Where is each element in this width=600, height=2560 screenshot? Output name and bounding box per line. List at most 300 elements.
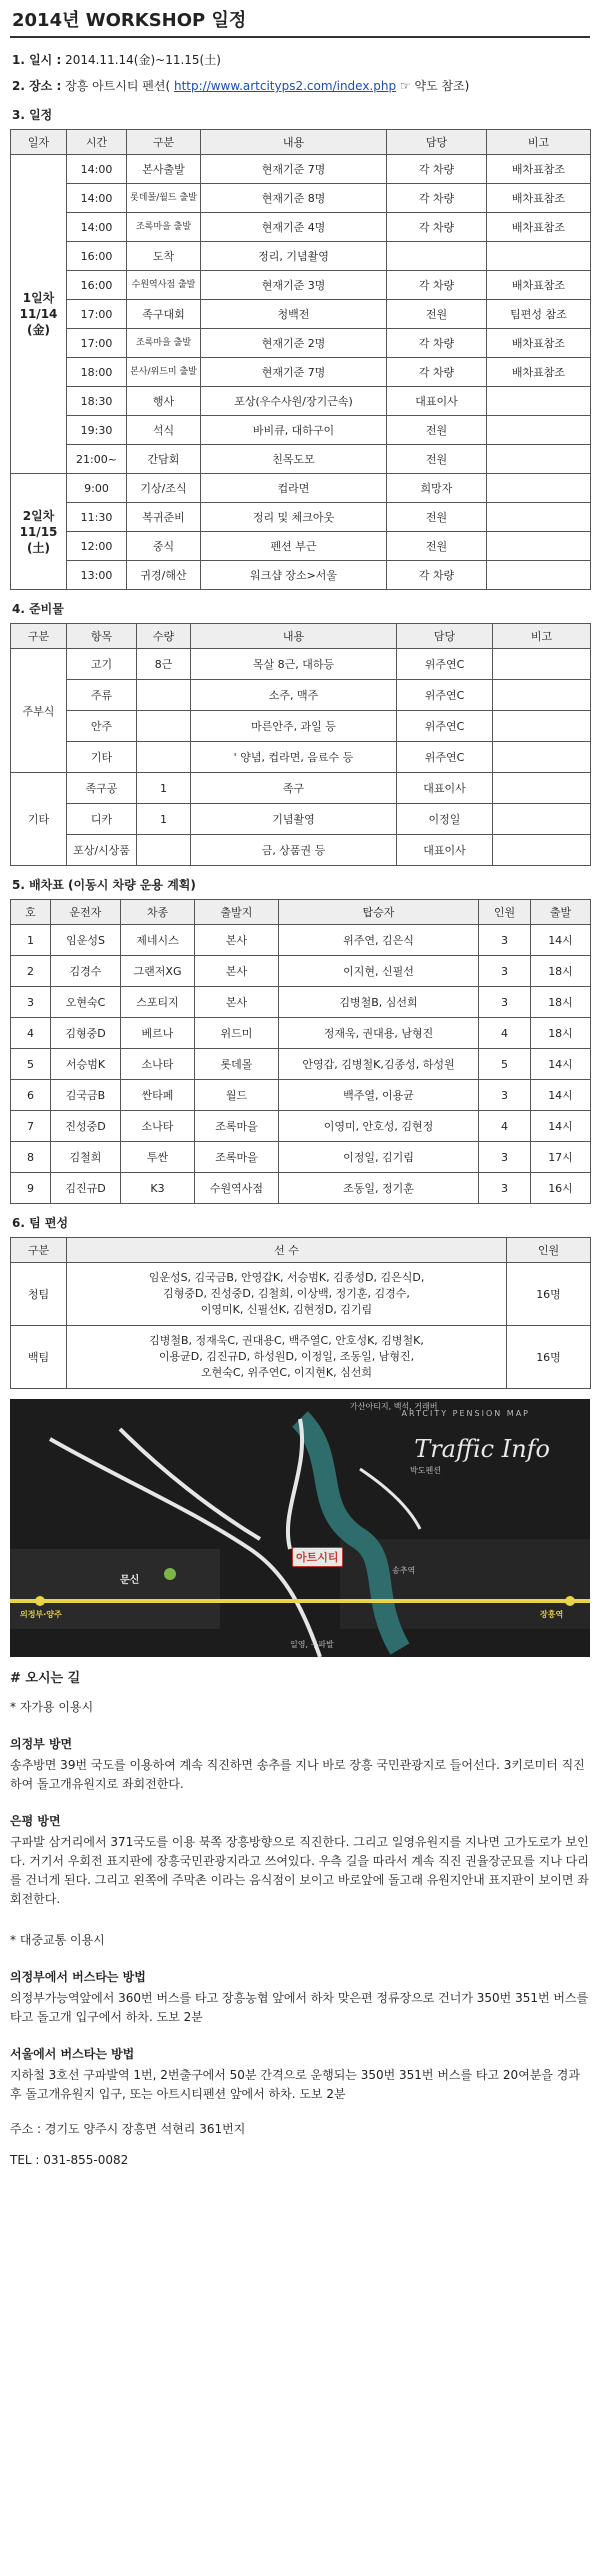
teams-header-row	[11, 1238, 591, 1263]
dispatch-heading: 5. 배차표 (이동시 차량 운용 계획)	[12, 878, 196, 892]
dispatch-time: 14시	[531, 1049, 591, 1080]
col-header: 호	[11, 900, 51, 925]
schedule-row	[11, 300, 591, 329]
dispatch-count: 3	[479, 956, 531, 987]
prep-owner: 위주연C	[397, 649, 493, 680]
dispatch-car: 스포티지	[121, 987, 195, 1018]
prep-group: 주부식	[11, 649, 67, 773]
col-header: 수량	[137, 624, 191, 649]
schedule-time: 21:00~	[67, 445, 127, 474]
schedule-owner: 각 차량	[387, 155, 487, 184]
team-members	[67, 1263, 507, 1326]
schedule-content: 현재기준 3명	[201, 271, 387, 300]
dispatch-count: 3	[479, 987, 531, 1018]
prep-row	[11, 804, 591, 835]
dispatch-row	[11, 1111, 591, 1142]
dispatch-time: 18시	[531, 987, 591, 1018]
prep-content: ' 양념, 컵라면, 음료수 등	[191, 742, 397, 773]
ujb-text: 송추방면 39번 국도를 이용하여 계속 직진하면 송추를 지나 바로 장흥 국민관광지로 들어선다. 3키로미터 직진하여 돌고개유원지로 좌회전한다.	[10, 1758, 585, 1791]
schedule-type: 석식	[127, 416, 201, 445]
schedule-time: 9:00	[67, 474, 127, 503]
dispatch-from: 본사	[195, 987, 279, 1018]
dispatch-row	[11, 956, 591, 987]
prep-heading: 4. 준비물	[12, 602, 64, 616]
prep-owner: 위주연C	[397, 680, 493, 711]
workshop-page	[10, 0, 590, 2170]
dispatch-car: 싼타페	[121, 1080, 195, 1111]
dispatch-car: K3	[121, 1173, 195, 1204]
schedule-row	[11, 213, 591, 242]
schedule-type: 본사출발	[127, 155, 201, 184]
dispatch-row	[11, 1080, 591, 1111]
team-members-line: 오현숙C, 위주연C, 이지현K, 심선희	[200, 1366, 373, 1379]
dispatch-count: 3	[479, 1080, 531, 1111]
dispatch-count: 3	[479, 925, 531, 956]
dispatch-riders: 이정일, 김기림	[279, 1142, 479, 1173]
schedule-type: 귀경/해산	[127, 561, 201, 590]
col-header: 인원	[507, 1238, 591, 1263]
col-header: 구분	[127, 130, 201, 155]
dispatch-row	[11, 987, 591, 1018]
schedule-type: 복귀준비	[127, 503, 201, 532]
dispatch-riders: 김병철B, 심선희	[279, 987, 479, 1018]
schedule-row	[11, 358, 591, 387]
col-header: 출발	[531, 900, 591, 925]
schedule-owner: 각 차량	[387, 213, 487, 242]
day-cell	[11, 474, 67, 590]
prep-item: 고기	[67, 649, 137, 680]
prep-body	[11, 649, 591, 866]
prep-row	[11, 773, 591, 804]
map-title: Traffic Info	[414, 1435, 550, 1463]
dispatch-driver: 진성중D	[51, 1111, 121, 1142]
schedule-owner: 각 차량	[387, 561, 487, 590]
place-value-post: ☞ 약도 참조)	[399, 79, 470, 93]
schedule-type: 간담회	[127, 445, 201, 474]
dispatch-time: 14시	[531, 925, 591, 956]
prep-note	[493, 649, 591, 680]
dispatch-from: 수원역사점	[195, 1173, 279, 1204]
schedule-row	[11, 474, 591, 503]
schedule-note	[487, 503, 591, 532]
dispatch-count: 3	[479, 1142, 531, 1173]
prep-owner: 이정일	[397, 804, 493, 835]
prep-row	[11, 835, 591, 866]
prep-content: 족구	[191, 773, 397, 804]
col-header: 비고	[487, 130, 591, 155]
page-title: 2014년 WORKSHOP 일정	[12, 10, 247, 31]
schedule-content: 현재기준 8명	[201, 184, 387, 213]
prep-item: 디카	[67, 804, 137, 835]
dispatch-header-row	[11, 900, 591, 925]
day-weekday: (金)	[27, 323, 50, 337]
schedule-note	[487, 474, 591, 503]
schedule-type: 조록마을 출발	[127, 329, 201, 358]
schedule-time: 16:00	[67, 242, 127, 271]
prep-row	[11, 680, 591, 711]
schedule-note: 배차표참조	[487, 271, 591, 300]
schedule-note: 팀편성 참조	[487, 300, 591, 329]
dispatch-table	[10, 899, 591, 1204]
dispatch-no: 2	[11, 956, 51, 987]
dispatch-driver: 김철희	[51, 1142, 121, 1173]
dispatch-from: 본사	[195, 925, 279, 956]
map-munsin-label: 문신	[120, 1575, 140, 1586]
schedule-type: 롯데몰/월드 출발	[127, 184, 201, 213]
dispatch-from: 롯데몰	[195, 1049, 279, 1080]
team-row	[11, 1263, 591, 1326]
tel: TEL : 031-855-0082	[10, 2153, 129, 2167]
dispatch-no: 6	[11, 1080, 51, 1111]
prep-group: 기타	[11, 773, 67, 866]
dispatch-no: 4	[11, 1018, 51, 1049]
schedule-type: 기상/조식	[127, 474, 201, 503]
col-header: 탑승자	[279, 900, 479, 925]
schedule-row	[11, 271, 591, 300]
col-header: 일자	[11, 130, 67, 155]
team-members-line: 임운성S, 김국금B, 안영갑K, 서승범K, 김종성D, 김은식D,	[148, 1271, 425, 1284]
prep-note	[493, 742, 591, 773]
dispatch-time: 16시	[531, 1173, 591, 1204]
prep-content: 마른안주, 과일 등	[191, 711, 397, 742]
dispatch-row	[11, 1049, 591, 1080]
dispatch-car: 그랜저XG	[121, 956, 195, 987]
ujb-title: 의정부 방면	[10, 1737, 73, 1751]
schedule-note: 배차표참조	[487, 329, 591, 358]
team-count: 16명	[507, 1263, 591, 1326]
schedule-owner: 전원	[387, 416, 487, 445]
schedule-time: 18:00	[67, 358, 127, 387]
dispatch-row	[11, 1173, 591, 1204]
map-pension-label: 박도펜션	[410, 1466, 441, 1475]
pension-link[interactable]: http://www.artcityps2.com/index.php	[173, 79, 397, 93]
dispatch-no: 8	[11, 1142, 51, 1173]
col-header: 구분	[11, 624, 67, 649]
dispatch-from: 조록마을	[195, 1142, 279, 1173]
dispatch-row	[11, 1018, 591, 1049]
schedule-content: 정리, 기념촬영	[201, 242, 387, 271]
dispatch-driver: 서승범K	[51, 1049, 121, 1080]
prep-note	[493, 804, 591, 835]
schedule-type: 수원역사점 출발	[127, 271, 201, 300]
schedule-content: 정리 및 체크아웃	[201, 503, 387, 532]
dispatch-car: 투싼	[121, 1142, 195, 1173]
dispatch-from: 위드미	[195, 1018, 279, 1049]
schedule-day2-body	[11, 474, 591, 590]
prep-qty	[137, 742, 191, 773]
team-name: 백팀	[11, 1326, 67, 1389]
schedule-note: 배차표참조	[487, 358, 591, 387]
prep-table	[10, 623, 591, 866]
schedule-type: 도착	[127, 242, 201, 271]
dispatch-count: 4	[479, 1018, 531, 1049]
schedule-row	[11, 242, 591, 271]
team-members-line: 김병철B, 정재욱C, 권대용C, 백주열C, 안호성K, 김병철K,	[149, 1334, 424, 1347]
dispatch-riders: 위주연, 김은식	[279, 925, 479, 956]
dispatch-car: 소나타	[121, 1111, 195, 1142]
day-weekday: (土)	[27, 540, 50, 555]
schedule-row	[11, 184, 591, 213]
schedule-content: 워크샵 장소>서울	[201, 561, 387, 590]
teams-heading: 6. 팀 편성	[12, 1216, 69, 1230]
title-divider	[10, 36, 590, 38]
prep-owner: 위주연C	[397, 711, 493, 742]
bus-ujb-text: 의정부가능역앞에서 360번 버스를 타고 장흥농협 앞에서 하차 맞은편 정류장으로 건너가 350번 351번 버스를 타고 돌고개 입구에서 하차. 도보 2분	[10, 1991, 589, 2024]
schedule-time: 17:00	[67, 300, 127, 329]
dispatch-row	[11, 925, 591, 956]
dispatch-car: 소나타	[121, 1049, 195, 1080]
dispatch-no: 1	[11, 925, 51, 956]
team-row	[11, 1326, 591, 1389]
col-header: 출발지	[195, 900, 279, 925]
schedule-owner: 희망자	[387, 474, 487, 503]
schedule-content: 현재기준 7명	[201, 155, 387, 184]
date-line	[12, 50, 590, 70]
col-header: 운전자	[51, 900, 121, 925]
dispatch-riders: 이영미, 안호성, 김현정	[279, 1111, 479, 1142]
dispatch-driver: 김국금B	[51, 1080, 121, 1111]
schedule-note: 배차표참조	[487, 184, 591, 213]
day-date: 11/15	[19, 524, 58, 539]
car-title: * 자가용 이용시	[10, 1700, 94, 1714]
col-header: 담당	[387, 130, 487, 155]
team-members-line: 김형중D, 진성중D, 김철희, 이상백, 정기훈, 김경수,	[163, 1287, 410, 1300]
schedule-owner: 전원	[387, 445, 487, 474]
schedule-type: 조록마을 출발	[127, 213, 201, 242]
directions-heading: # 오시는 길	[10, 1671, 81, 1686]
col-header: 구분	[11, 1238, 67, 1263]
schedule-time: 14:00	[67, 155, 127, 184]
prep-item: 족구공	[67, 773, 137, 804]
map-songchu-label: 송추역	[392, 1566, 416, 1575]
schedule-heading: 3. 일정	[12, 108, 53, 122]
prep-qty	[137, 680, 191, 711]
dispatch-car: 제네시스	[121, 925, 195, 956]
schedule-time: 12:00	[67, 532, 127, 561]
traffic-map	[10, 1399, 590, 1657]
schedule-owner: 각 차량	[387, 358, 487, 387]
col-header: 내용	[201, 130, 387, 155]
team-name: 청팀	[11, 1263, 67, 1326]
dispatch-time: 14시	[531, 1080, 591, 1111]
col-header: 비고	[493, 624, 591, 649]
schedule-note	[487, 416, 591, 445]
schedule-row	[11, 329, 591, 358]
bus-seoul-title: 서울에서 버스타는 방법	[10, 2047, 135, 2061]
schedule-owner: 대표이사	[387, 387, 487, 416]
col-header: 담당	[397, 624, 493, 649]
schedule-owner: 전원	[387, 300, 487, 329]
schedule-row	[11, 387, 591, 416]
dispatch-count: 4	[479, 1111, 531, 1142]
schedule-note	[487, 387, 591, 416]
dispatch-count: 3	[479, 1173, 531, 1204]
bus-ujb-title: 의정부에서 버스타는 방법	[10, 1970, 146, 1984]
schedule-owner: 전원	[387, 503, 487, 532]
dispatch-riders: 조동일, 정기훈	[279, 1173, 479, 1204]
date-value: 2014.11.14(金)~11.15(土)	[65, 53, 221, 67]
schedule-time: 18:30	[67, 387, 127, 416]
prep-qty: 1	[137, 804, 191, 835]
bus-seoul-text: 지하철 3호선 구파발역 1번, 2번출구에서 50분 간격으로 운행되는 350번 351번 버스를 타고 20여분을 경과 후 돌고개유원지 입구, 또는 아트시티펜션 앞에서 하차. 도보 2분	[10, 2068, 580, 2101]
dispatch-riders: 백주열, 이용균	[279, 1080, 479, 1111]
dispatch-no: 9	[11, 1173, 51, 1204]
team-count: 16명	[507, 1326, 591, 1389]
schedule-note	[487, 242, 591, 271]
schedule-type: 행사	[127, 387, 201, 416]
prep-item: 안주	[67, 711, 137, 742]
prep-content: 소주, 맥주	[191, 680, 397, 711]
schedule-type: 본사/위드미 출발	[127, 358, 201, 387]
map-top-label: 가산아티지, 백석, 거래버	[350, 1402, 438, 1411]
schedule-time: 14:00	[67, 213, 127, 242]
place-label: 2. 장소 :	[12, 79, 62, 93]
schedule-content: 현재기준 7명	[201, 358, 387, 387]
prep-row	[11, 711, 591, 742]
prep-qty	[137, 835, 191, 866]
team-members-line: 이영미K, 신필선K, 김현정D, 김기림	[200, 1303, 373, 1316]
dispatch-row	[11, 1142, 591, 1173]
dispatch-riders: 안영갑, 김병철K,김종성, 하성원	[279, 1049, 479, 1080]
eunpyeong-text: 구파발 삼거리에서 371국도를 이용 북쪽 장흥방향으로 직진한다. 그리고 일영유원지를 지나면 고가도로가 보인다. 거기서 우회전 표지판에 장흥국민관광지라고 쓰여있다. 우측 길을 따라서 계속 직진 권율장군묘를 지나 다리를 건너게 된다. 그리고 왼쪽에 주막촌 이라는 음식점이 보이고 바로앞에 돌고래 유원지안내 표지판이 보이면 좌회전한다.	[10, 1835, 589, 1906]
art-city-pin: 아트시티	[292, 1547, 343, 1567]
schedule-content: 컵라면	[201, 474, 387, 503]
schedule-content: 현재기준 4명	[201, 213, 387, 242]
prep-item: 포상/시상품	[67, 835, 137, 866]
schedule-time: 13:00	[67, 561, 127, 590]
day-label: 1일차	[22, 291, 55, 305]
day-date: 11/14	[19, 307, 58, 321]
schedule-time: 16:00	[67, 271, 127, 300]
team-members	[67, 1326, 507, 1389]
schedule-content: 현재기준 2명	[201, 329, 387, 358]
col-header: 선 수	[67, 1238, 507, 1263]
schedule-time: 19:30	[67, 416, 127, 445]
schedule-row	[11, 445, 591, 474]
schedule-content: 바비큐, 대하구이	[201, 416, 387, 445]
schedule-row	[11, 155, 591, 184]
schedule-note	[487, 532, 591, 561]
col-header: 인원	[479, 900, 531, 925]
dispatch-count: 5	[479, 1049, 531, 1080]
schedule-content: 펜션 부근	[201, 532, 387, 561]
date-label: 1. 일시 :	[12, 53, 62, 67]
address: 주소 : 경기도 양주시 장흥면 석현리 361번지	[10, 2122, 246, 2136]
team-members-line: 이용균D, 김진규D, 하성원D, 이정일, 조동일, 남형진,	[158, 1350, 415, 1363]
place-line	[12, 76, 590, 96]
prep-qty	[137, 711, 191, 742]
dispatch-time: 14시	[531, 1111, 591, 1142]
dispatch-body	[11, 925, 591, 1204]
schedule-owner: 각 차량	[387, 184, 487, 213]
schedule-owner: 각 차량	[387, 271, 487, 300]
bus-title: * 대중교통 이용시	[10, 1933, 105, 1947]
prep-note	[493, 835, 591, 866]
directions	[10, 1669, 590, 2170]
schedule-row	[11, 561, 591, 590]
dispatch-driver: 임운성S	[51, 925, 121, 956]
schedule-type: 족구대회	[127, 300, 201, 329]
schedule-table	[10, 129, 591, 590]
col-header: 차종	[121, 900, 195, 925]
eunpyeong-title: 은평 방면	[10, 1814, 61, 1828]
prep-content: 목살 8근, 대하등	[191, 649, 397, 680]
map-bottom-label: 일영, 구파발	[290, 1640, 334, 1649]
schedule-time: 11:30	[67, 503, 127, 532]
prep-owner: 위주연C	[397, 742, 493, 773]
dispatch-time: 17시	[531, 1142, 591, 1173]
prep-item: 기타	[67, 742, 137, 773]
prep-header-row	[11, 624, 591, 649]
schedule-note	[487, 561, 591, 590]
schedule-row	[11, 503, 591, 532]
schedule-note	[487, 445, 591, 474]
col-header: 내용	[191, 624, 397, 649]
schedule-day1-body	[11, 155, 591, 474]
dispatch-time: 18시	[531, 956, 591, 987]
prep-item: 주류	[67, 680, 137, 711]
schedule-type: 중식	[127, 532, 201, 561]
dispatch-riders: 이지현, 신필선	[279, 956, 479, 987]
dispatch-driver: 김진규D	[51, 1173, 121, 1204]
teams-body	[11, 1263, 591, 1389]
prep-row	[11, 742, 591, 773]
dispatch-no: 3	[11, 987, 51, 1018]
schedule-owner	[387, 242, 487, 271]
schedule-time: 14:00	[67, 184, 127, 213]
dispatch-from: 본사	[195, 956, 279, 987]
prep-note	[493, 680, 591, 711]
map-line-left-label: 의정부·양주	[20, 1610, 62, 1619]
dispatch-no: 5	[11, 1049, 51, 1080]
schedule-time: 17:00	[67, 329, 127, 358]
prep-note	[493, 711, 591, 742]
schedule-content: 친목도모	[201, 445, 387, 474]
col-header: 시간	[67, 130, 127, 155]
schedule-header-row	[11, 130, 591, 155]
map-caption: ARTCITY PENSION MAP	[401, 1409, 530, 1418]
dispatch-car: 베르나	[121, 1018, 195, 1049]
schedule-owner: 각 차량	[387, 329, 487, 358]
prep-content: 기념촬영	[191, 804, 397, 835]
col-header: 항목	[67, 624, 137, 649]
dispatch-from: 월드	[195, 1080, 279, 1111]
prep-note	[493, 773, 591, 804]
schedule-note: 배차표참조	[487, 213, 591, 242]
dispatch-driver: 오현숙C	[51, 987, 121, 1018]
dispatch-from: 조록마을	[195, 1111, 279, 1142]
dispatch-driver: 김경수	[51, 956, 121, 987]
prep-owner: 대표이사	[397, 773, 493, 804]
schedule-content: 청백전	[201, 300, 387, 329]
day-label: 2일차	[22, 508, 55, 523]
dispatch-riders: 정재욱, 권대용, 남형진	[279, 1018, 479, 1049]
prep-row	[11, 649, 591, 680]
teams-table	[10, 1237, 591, 1389]
schedule-note: 배차표참조	[487, 155, 591, 184]
prep-content: 금, 상품권 등	[191, 835, 397, 866]
dispatch-no: 7	[11, 1111, 51, 1142]
dispatch-time: 18시	[531, 1018, 591, 1049]
prep-qty: 1	[137, 773, 191, 804]
schedule-row	[11, 532, 591, 561]
schedule-row	[11, 416, 591, 445]
map-line-right-label: 장흥역	[540, 1610, 564, 1619]
schedule-content: 포상(우수사원/장기근속)	[201, 387, 387, 416]
prep-qty: 8근	[137, 649, 191, 680]
day-cell	[11, 155, 67, 474]
schedule-owner: 전원	[387, 532, 487, 561]
